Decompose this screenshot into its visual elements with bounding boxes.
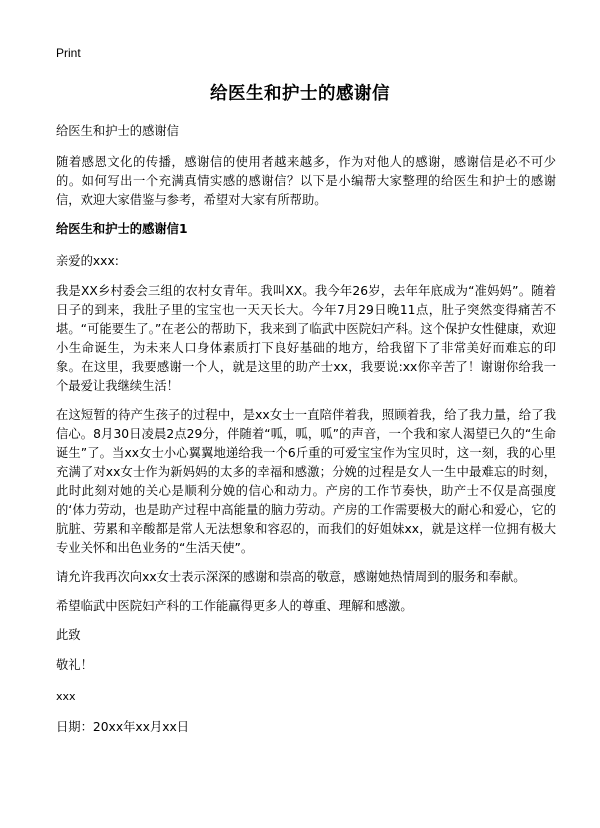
body-paragraph-1: 我是XX乡村委会三组的农村女青年。我叫XX。我今年26岁，去年年底成为“准妈妈”。随着日子的到来，我肚子里的宝宝也一天天长大。今年7月29日晚11点，肚子突然变得痛苦不堪。“可能要生了。”在老公的帮助下，我来到了临武中医院妇产科。这个保护女性健康，欢迎小生命诞生，为未来人口身体素质打下良好基础的地方，给我留下了非常美好而难忘的印象。在这里，我要感谢一个人，就是这里的助产士xx，我要说:xx你辛苦了！谢谢你给我一个最爱让我继续生活！ (56, 284, 556, 393)
date-line: 日期：20xx年xx月xx日 (56, 720, 190, 734)
body-paragraph-3: 请允许我再次向xx女士表示深深的感谢和崇高的敬意，感谢她热情周到的服务和奉献。 (56, 570, 526, 584)
subtitle: 给医生和护士的感谢信 (56, 124, 179, 138)
section-heading: 给医生和护士的感谢信1 (56, 222, 188, 236)
body-paragraph-2: 在这短暂的待产生孩子的过程中，是xx女士一直陪伴着我，照顾着我，给了我力量，给了我信心。8月30日凌晨2点29分，伴随着“呱，呱，呱”的声音，一个我和家人渴望已久的“生命诞生”了。当xx女士小心翼翼地递给我一个6斤重的可爱宝宝作为宝贝时，这一刻，我的心里充满了对xx女士作为新妈妈的太多的幸福和感激；分娩的过程是女人一生中最难忘的时刻，此时此刻对她的关心是顺利分娩的信心和动力。产房的工作节奏快，助产士不仅是高强度的‘体力劳动，也是助产过程中高能量的脑力劳动。产房的工作需要极大的耐心和爱心，它的肮脏、劳累和辛酸都是常人无法想象和容忍的，而我们的好姐妹xx，就是这样一位拥有极大专业关怀和出色业务的“生活天使”。 (56, 408, 556, 555)
page-title: 给医生和护士的感谢信 (210, 84, 390, 104)
body-paragraph-4: 希望临武中医院妇产科的工作能赢得更多人的尊重、理解和感激。 (56, 599, 413, 613)
intro-paragraph: 随着感恩文化的传播，感谢信的使用者越来越多，作为对他人的感谢，感谢信是必不可少的。如何写出一个充满真情实感的感谢信？以下是小编帮大家整理的给医生和护士的感谢信，欢迎大家借鉴与参考，希望对大家有所帮助。 (56, 155, 556, 207)
print-link[interactable]: Print (56, 46, 81, 60)
salutation: 亲爱的xxx: (56, 254, 119, 268)
signer: xxx (56, 690, 76, 703)
letter-body (56, 122, 556, 737)
closing-line-1: 此致 (56, 628, 81, 642)
closing-line-2: 敬礼！ (56, 658, 93, 672)
